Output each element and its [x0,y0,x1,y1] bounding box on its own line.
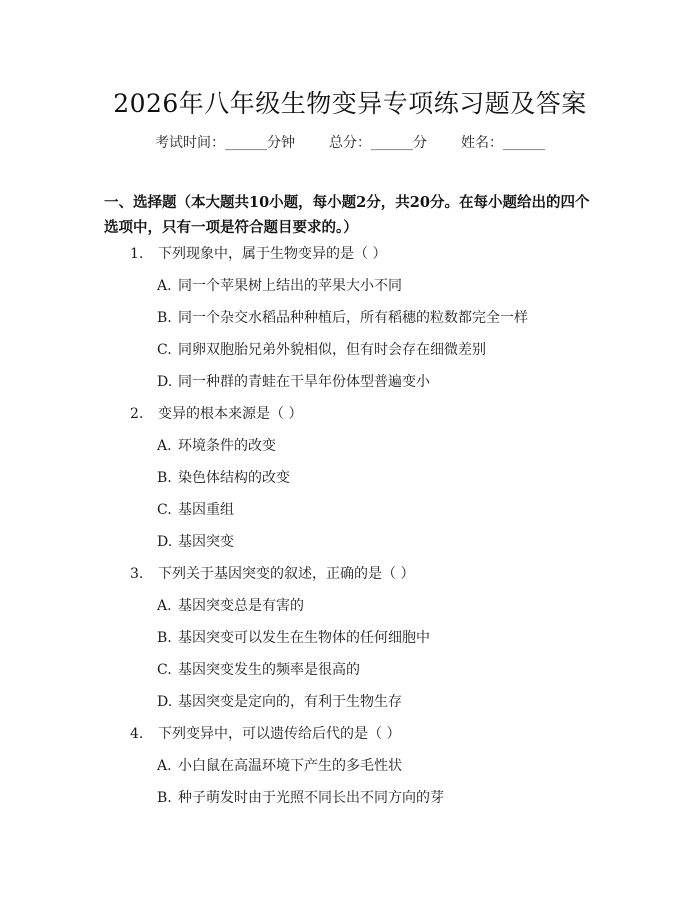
question-1-option-d [157,371,430,391]
option-text: 种子萌发时由于光照不同长出不同方向的芽 [178,790,444,806]
question-text: 变异的根本来源是（ ） [158,406,303,422]
exam-meta [0,132,700,152]
question-1 [130,243,386,263]
question-number: 1. [130,246,144,262]
question-1-option-b [157,307,528,327]
option-letter: A. [157,598,172,614]
option-letter: A. [157,758,172,774]
option-letter: B. [157,630,172,646]
option-text: 染色体结构的改变 [178,470,290,486]
option-letter: D. [157,694,173,710]
question-3-option-d [157,691,402,711]
option-text: 基因突变发生的频率是很高的 [178,662,360,678]
question-1-option-a [157,275,402,295]
question-4-option-a [157,755,402,775]
question-2-option-d [157,531,234,551]
option-letter: B. [157,470,172,486]
option-letter: D. [157,374,173,390]
total-score-field: 总分：______分 [329,135,427,151]
question-4-option-b [157,787,444,807]
option-text: 基因突变是定向的，有利于生物生存 [178,694,402,710]
section-heading: 一、选择题（本大题共10小题，每小题2分，共20分。在每小题给出的四个选项中，只有一项是符合题目要求的。） [104,194,590,236]
question-text: 下列变异中，可以遗传给后代的是（ ） [158,726,401,742]
option-text: 基因突变可以发生在生物体的任何细胞中 [178,630,430,646]
option-letter: C. [157,502,172,518]
option-letter: C. [157,662,172,678]
name-field: 姓名：______ [461,135,545,151]
question-2 [130,403,302,423]
option-text: 同一个杂交水稻品种种植后，所有稻穗的粒数都完全一样 [178,310,528,326]
question-number: 4. [130,726,144,742]
question-text: 下列关于基因突变的叙述，正确的是（ ） [158,566,415,582]
document-title: 2026年八年级生物变异专项练习题及答案 [113,89,587,118]
question-3-option-b [157,627,430,647]
option-letter: B. [157,790,172,806]
exam-time-field: 考试时间：______分钟 [155,135,295,151]
option-letter: D. [157,534,173,550]
option-text: 同卵双胞胎兄弟外貌相似，但有时会存在细微差别 [178,342,486,358]
question-4 [130,723,400,743]
option-text: 环境条件的改变 [178,438,276,454]
question-2-option-b [157,467,290,487]
question-3-option-c [157,659,360,679]
question-2-option-a [157,435,276,455]
option-letter: B. [157,310,172,326]
question-number: 2. [130,406,144,422]
question-2-option-c [157,499,234,519]
option-letter: A. [157,278,172,294]
option-text: 同一种群的青蛙在干旱年份体型普遍变小 [178,374,430,390]
question-3-option-a [157,595,304,615]
question-text: 下列现象中，属于生物变异的是（ ） [158,246,387,262]
option-text: 基因突变总是有害的 [178,598,304,614]
option-text: 小白鼠在高温环境下产生的多毛性状 [178,758,402,774]
option-letter: C. [157,342,172,358]
question-number: 3. [130,566,144,582]
option-letter: A. [157,438,172,454]
option-text: 同一个苹果树上结出的苹果大小不同 [178,278,402,294]
question-3 [130,563,414,583]
question-1-option-c [157,339,486,359]
option-text: 基因突变 [178,534,234,550]
option-text: 基因重组 [178,502,234,518]
